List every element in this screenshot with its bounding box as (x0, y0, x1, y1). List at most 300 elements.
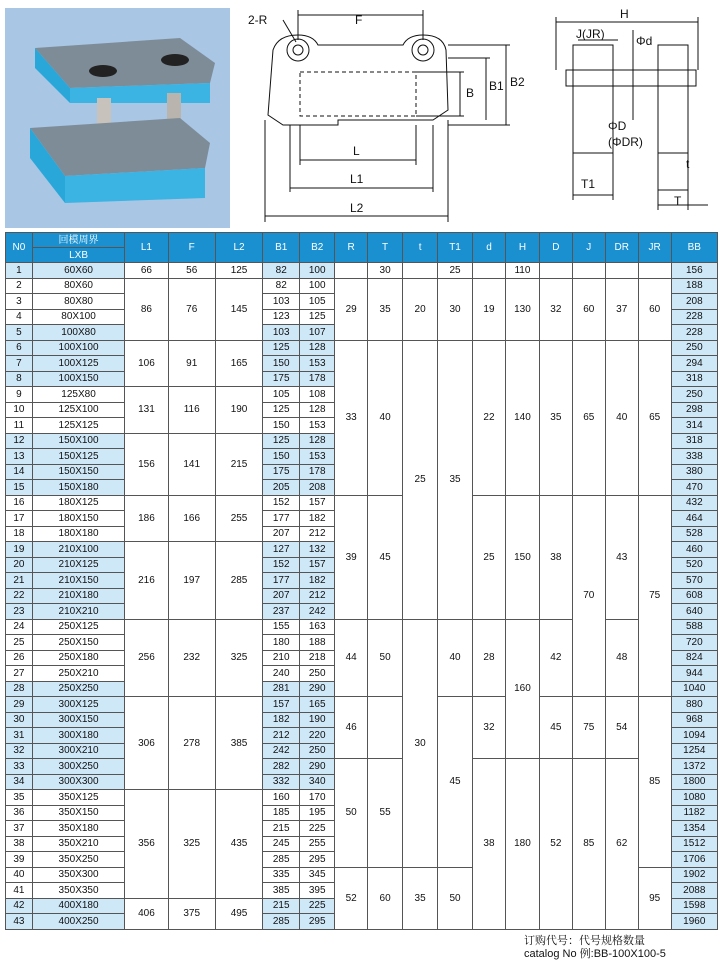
cell-b1: 82 (263, 263, 300, 279)
cell-bb: 720 (671, 635, 717, 651)
cell-size: 100X150 (32, 371, 125, 387)
cell-bb: 1354 (671, 821, 717, 837)
cell-size: 350X150 (32, 805, 125, 821)
cell-bb: 460 (671, 542, 717, 558)
cell-ts: 20 (403, 278, 438, 340)
cell-d: 28 (473, 619, 506, 697)
col-l1: L1 (125, 233, 168, 263)
cell-l1: 86 (125, 278, 168, 340)
cell-t1: 40 (438, 619, 473, 697)
cell-bb: 294 (671, 356, 717, 372)
cell-r: 33 (335, 340, 368, 495)
cell-size: 150X150 (32, 464, 125, 480)
cell-b2: 157 (300, 557, 335, 573)
cell-dr: 54 (605, 697, 638, 759)
cell-bb: 1094 (671, 728, 717, 744)
cell-b2: 295 (300, 852, 335, 868)
cell-l2: 145 (215, 278, 262, 340)
dim-b2-label: B2 (510, 75, 525, 89)
cell-b2: 100 (300, 263, 335, 279)
cell-f: 325 (168, 790, 215, 899)
cell-no: 27 (6, 666, 33, 682)
cell-b2: 170 (300, 790, 335, 806)
dim-l1-label: L1 (350, 172, 364, 186)
cell-size: 300X210 (32, 743, 125, 759)
cell-l2: 385 (215, 697, 262, 790)
cell-size: 210X100 (32, 542, 125, 558)
cell-no: 7 (6, 356, 33, 372)
cell-bb: 944 (671, 666, 717, 682)
cell-bb: 2088 (671, 883, 717, 899)
product-photo (5, 8, 230, 228)
cell-b1: 82 (263, 278, 300, 294)
cell-size: 125X125 (32, 418, 125, 434)
cell-jr: 85 (638, 697, 671, 868)
col-h: H (505, 233, 539, 263)
cell-dr: 37 (605, 278, 638, 340)
cell-b1: 152 (263, 557, 300, 573)
cell-l1: 356 (125, 790, 168, 899)
cell-size: 350X210 (32, 836, 125, 852)
cell-no: 34 (6, 774, 33, 790)
cell-size: 180X180 (32, 526, 125, 542)
cell-ts: 35 (403, 867, 438, 929)
cell-no: 14 (6, 464, 33, 480)
cell-D: 38 (539, 495, 572, 619)
cell-h: 160 (505, 619, 539, 759)
cell-tc: 35 (368, 278, 403, 340)
cell-b1: 125 (263, 433, 300, 449)
cell-b1: 285 (263, 852, 300, 868)
cell-b1: 150 (263, 356, 300, 372)
cell-no: 11 (6, 418, 33, 434)
cell-no: 17 (6, 511, 33, 527)
cell-no: 8 (6, 371, 33, 387)
cell-size: 300X250 (32, 759, 125, 775)
cell-b2: 182 (300, 511, 335, 527)
cell-no: 23 (6, 604, 33, 620)
cell-r: 39 (335, 495, 368, 619)
cell-b1: 242 (263, 743, 300, 759)
cell-no: 40 (6, 867, 33, 883)
table-row (6, 263, 718, 279)
cell-dr: 62 (605, 759, 638, 930)
dim-l2-label: L2 (350, 201, 364, 215)
cell-bb: 1960 (671, 914, 717, 930)
cell-jr: 60 (638, 278, 671, 340)
col-r: R (335, 233, 368, 263)
cell-no: 26 (6, 650, 33, 666)
cell-t1: 50 (438, 867, 473, 929)
cell-r: 52 (335, 867, 368, 929)
cell-D (539, 263, 572, 279)
cell-size: 125X80 (32, 387, 125, 403)
cell-no: 37 (6, 821, 33, 837)
cell-b2: 188 (300, 635, 335, 651)
cell-r (335, 263, 368, 279)
cell-l2: 285 (215, 542, 262, 620)
table-row (6, 278, 718, 294)
cell-b2: 208 (300, 480, 335, 496)
cell-b1: 180 (263, 635, 300, 651)
cell-bb: 824 (671, 650, 717, 666)
cell-b2: 190 (300, 712, 335, 728)
cell-jr: 95 (638, 867, 671, 929)
cell-l1: 106 (125, 340, 168, 387)
cell-b1: 237 (263, 604, 300, 620)
dim-2r-label: 2-R (248, 13, 268, 27)
cell-ts: 25 (403, 340, 438, 619)
cell-b2: 163 (300, 619, 335, 635)
cell-r: 44 (335, 619, 368, 697)
cell-b1: 182 (263, 712, 300, 728)
cell-bb: 640 (671, 604, 717, 620)
cell-b2: 290 (300, 681, 335, 697)
cell-b2: 125 (300, 309, 335, 325)
cell-tc: 30 (368, 263, 403, 279)
cell-h: 150 (505, 495, 539, 619)
dim-phiDR-label: (ΦDR) (608, 135, 643, 149)
cell-size: 100X100 (32, 340, 125, 356)
cell-no: 29 (6, 697, 33, 713)
cell-bb: 228 (671, 309, 717, 325)
cell-b2: 225 (300, 821, 335, 837)
cell-bb: 520 (671, 557, 717, 573)
cell-f: 76 (168, 278, 215, 340)
cell-b1: 155 (263, 619, 300, 635)
cell-D: 45 (539, 697, 572, 759)
cell-size: 150X125 (32, 449, 125, 465)
cell-l2: 165 (215, 340, 262, 387)
cell-D: 35 (539, 340, 572, 495)
cell-size: 300X180 (32, 728, 125, 744)
cell-b2: 178 (300, 464, 335, 480)
cell-d: 19 (473, 278, 506, 340)
cell-size: 250X250 (32, 681, 125, 697)
cell-bb: 464 (671, 511, 717, 527)
cell-size: 400X250 (32, 914, 125, 930)
cell-no: 38 (6, 836, 33, 852)
cell-no: 3 (6, 294, 33, 310)
cell-l2: 255 (215, 495, 262, 542)
cell-l1: 256 (125, 619, 168, 697)
cell-tc: 45 (368, 495, 403, 619)
cell-size: 350X250 (32, 852, 125, 868)
cell-b1: 160 (263, 790, 300, 806)
cell-b1: 152 (263, 495, 300, 511)
cell-bb: 208 (671, 294, 717, 310)
cell-l2: 435 (215, 790, 262, 899)
cell-l1: 306 (125, 697, 168, 790)
cell-b1: 125 (263, 340, 300, 356)
cell-b2: 195 (300, 805, 335, 821)
cell-bb: 1182 (671, 805, 717, 821)
cell-b2: 212 (300, 588, 335, 604)
cell-size: 125X100 (32, 402, 125, 418)
cell-size: 80X100 (32, 309, 125, 325)
cell-h: 110 (505, 263, 539, 279)
dim-T-label: T (674, 194, 682, 208)
cell-b2: 220 (300, 728, 335, 744)
cell-size: 210X180 (32, 588, 125, 604)
cell-bb: 588 (671, 619, 717, 635)
dim-phiD-label: ΦD (608, 119, 627, 133)
cell-size: 80X80 (32, 294, 125, 310)
cell-no: 19 (6, 542, 33, 558)
cell-no: 22 (6, 588, 33, 604)
cell-b1: 157 (263, 697, 300, 713)
cell-r: 46 (335, 697, 368, 759)
cell-f: 91 (168, 340, 215, 387)
cell-no: 43 (6, 914, 33, 930)
cell-f: 232 (168, 619, 215, 697)
cell-j: 75 (572, 697, 605, 759)
cell-b1: 175 (263, 371, 300, 387)
cell-jr (638, 263, 671, 279)
col-b1: B1 (263, 233, 300, 263)
cell-t1: 35 (438, 340, 473, 619)
cell-bb: 1040 (671, 681, 717, 697)
cell-bb: 528 (671, 526, 717, 542)
col-size-top: 回模周界 (32, 233, 125, 248)
cell-no: 42 (6, 898, 33, 914)
cell-tc (368, 697, 403, 759)
dim-t1-label: T1 (581, 177, 596, 191)
technical-drawing (238, 0, 723, 232)
cell-f: 375 (168, 898, 215, 929)
cell-bb: 1512 (671, 836, 717, 852)
col-no: N0 (6, 233, 33, 263)
cell-no: 31 (6, 728, 33, 744)
cell-b1: 185 (263, 805, 300, 821)
cell-b2: 105 (300, 294, 335, 310)
cell-no: 6 (6, 340, 33, 356)
cell-b1: 177 (263, 573, 300, 589)
cell-l2: 325 (215, 619, 262, 697)
cell-bb: 1800 (671, 774, 717, 790)
cell-b2: 255 (300, 836, 335, 852)
cell-size: 250X125 (32, 619, 125, 635)
cell-f: 197 (168, 542, 215, 620)
cell-l1: 156 (125, 433, 168, 495)
cell-size: 180X150 (32, 511, 125, 527)
cell-size: 250X150 (32, 635, 125, 651)
cell-bb: 380 (671, 464, 717, 480)
cell-b1: 281 (263, 681, 300, 697)
cell-ts: 30 (403, 619, 438, 867)
cell-size: 100X80 (32, 325, 125, 341)
cell-no: 28 (6, 681, 33, 697)
cell-b2: 108 (300, 387, 335, 403)
cell-size: 150X180 (32, 480, 125, 496)
cell-b2: 290 (300, 759, 335, 775)
cell-l1: 216 (125, 542, 168, 620)
cell-no: 35 (6, 790, 33, 806)
cell-b1: 103 (263, 294, 300, 310)
table-row (6, 759, 718, 775)
cell-size: 60X60 (32, 263, 125, 279)
cell-no: 5 (6, 325, 33, 341)
cell-j: 65 (572, 340, 605, 495)
cell-b2: 178 (300, 371, 335, 387)
col-size-bottom: LXB (32, 248, 125, 263)
cell-b1: 123 (263, 309, 300, 325)
cell-size: 300X300 (32, 774, 125, 790)
cell-D: 32 (539, 278, 572, 340)
cell-f: 166 (168, 495, 215, 542)
cell-bb: 1902 (671, 867, 717, 883)
cell-b2: 157 (300, 495, 335, 511)
cell-no: 30 (6, 712, 33, 728)
col-b2: B2 (300, 233, 335, 263)
cell-l2: 215 (215, 433, 262, 495)
cell-b2: 242 (300, 604, 335, 620)
cell-t1: 45 (438, 697, 473, 868)
order-info (524, 935, 666, 961)
cell-no: 10 (6, 402, 33, 418)
cell-bb: 250 (671, 340, 717, 356)
cell-ts (403, 263, 438, 279)
col-t1: T1 (438, 233, 473, 263)
cell-j: 70 (572, 495, 605, 697)
cell-size: 210X210 (32, 604, 125, 620)
cell-b1: 177 (263, 511, 300, 527)
cell-b2: 153 (300, 449, 335, 465)
dim-h-label: H (620, 7, 629, 21)
cell-l1: 131 (125, 387, 168, 434)
col-bb: BB (671, 233, 717, 263)
cell-no: 41 (6, 883, 33, 899)
cell-size: 150X100 (32, 433, 125, 449)
cell-bb: 1080 (671, 790, 717, 806)
cell-dr: 40 (605, 340, 638, 495)
cell-t1: 30 (438, 278, 473, 340)
cell-bb: 608 (671, 588, 717, 604)
cell-size: 180X125 (32, 495, 125, 511)
cell-no: 32 (6, 743, 33, 759)
cell-size: 350X300 (32, 867, 125, 883)
cell-tc: 55 (368, 759, 403, 868)
cell-jr: 75 (638, 495, 671, 697)
cell-b2: 295 (300, 914, 335, 930)
cell-tc: 60 (368, 867, 403, 929)
cell-b1: 150 (263, 418, 300, 434)
table-row (6, 340, 718, 356)
cell-size: 350X180 (32, 821, 125, 837)
cell-no: 15 (6, 480, 33, 496)
cell-bb: 1706 (671, 852, 717, 868)
cell-b2: 250 (300, 666, 335, 682)
cell-bb: 1372 (671, 759, 717, 775)
cell-b2: 212 (300, 526, 335, 542)
dim-phid-label: Φd (636, 34, 653, 48)
cell-no: 9 (6, 387, 33, 403)
cell-b1: 285 (263, 914, 300, 930)
cell-l2: 125 (215, 263, 262, 279)
table-row (6, 495, 718, 511)
cell-r: 29 (335, 278, 368, 340)
cell-bb: 1254 (671, 743, 717, 759)
table-row (6, 697, 718, 713)
cell-bb: 470 (671, 480, 717, 496)
cell-b1: 150 (263, 449, 300, 465)
cell-bb: 298 (671, 402, 717, 418)
cell-bb: 338 (671, 449, 717, 465)
cell-bb: 156 (671, 263, 717, 279)
cell-bb: 432 (671, 495, 717, 511)
cell-size: 300X125 (32, 697, 125, 713)
dim-b-label: B (466, 86, 475, 100)
col-j: J (572, 233, 605, 263)
cell-j: 85 (572, 759, 605, 930)
cell-b2: 250 (300, 743, 335, 759)
spec-table-body (6, 263, 718, 930)
cell-dr: 43 (605, 495, 638, 619)
cell-bb: 250 (671, 387, 717, 403)
cell-d: 22 (473, 340, 506, 495)
cell-d: 38 (473, 759, 506, 930)
cell-bb: 228 (671, 325, 717, 341)
dim-jjr-label: J(JR) (576, 27, 605, 41)
cell-j: 60 (572, 278, 605, 340)
cell-tc: 40 (368, 340, 403, 495)
cell-b1: 215 (263, 821, 300, 837)
cell-dr: 48 (605, 619, 638, 697)
cell-size: 300X150 (32, 712, 125, 728)
cell-jr: 65 (638, 340, 671, 495)
dim-b1-label: B1 (489, 79, 504, 93)
cell-size: 250X210 (32, 666, 125, 682)
cell-b2: 165 (300, 697, 335, 713)
cell-b1: 282 (263, 759, 300, 775)
cell-b1: 215 (263, 898, 300, 914)
cell-h: 140 (505, 340, 539, 495)
cell-d (473, 263, 506, 279)
cell-size: 80X60 (32, 278, 125, 294)
cell-size: 400X180 (32, 898, 125, 914)
cell-r: 50 (335, 759, 368, 868)
cell-b1: 207 (263, 526, 300, 542)
cell-bb: 1598 (671, 898, 717, 914)
cell-l1: 66 (125, 263, 168, 279)
cell-tc: 50 (368, 619, 403, 697)
spec-table (5, 232, 718, 930)
col-tc: T (368, 233, 403, 263)
cell-b2: 132 (300, 542, 335, 558)
cell-size: 250X180 (32, 650, 125, 666)
cell-f: 278 (168, 697, 215, 790)
cell-bb: 314 (671, 418, 717, 434)
cell-b2: 107 (300, 325, 335, 341)
cell-no: 39 (6, 852, 33, 868)
cell-no: 1 (6, 263, 33, 279)
cell-f: 56 (168, 263, 215, 279)
cell-b2: 128 (300, 340, 335, 356)
cell-size: 350X350 (32, 883, 125, 899)
cell-size: 350X125 (32, 790, 125, 806)
cell-bb: 968 (671, 712, 717, 728)
cell-b1: 245 (263, 836, 300, 852)
col-l2: L2 (215, 233, 262, 263)
dim-f-label: F (355, 13, 363, 27)
cell-bb: 570 (671, 573, 717, 589)
cell-b2: 128 (300, 433, 335, 449)
cell-j (572, 263, 605, 279)
cell-bb: 188 (671, 278, 717, 294)
cell-bb: 880 (671, 697, 717, 713)
cell-no: 33 (6, 759, 33, 775)
cell-b1: 125 (263, 402, 300, 418)
